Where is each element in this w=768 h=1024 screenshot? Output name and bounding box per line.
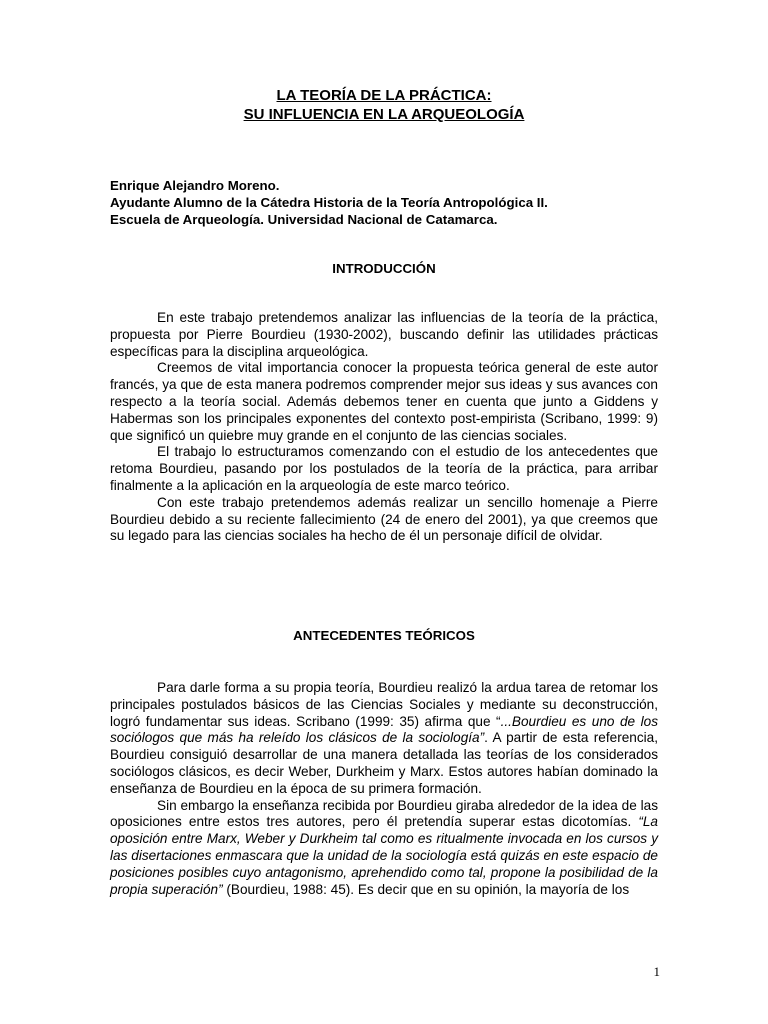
antecedentes-p1-text-b: . A partir de esta referencia, Bourdieu consiguió desarrollar de una manera detallada las teorías de los considerados sociólogos clásicos, es decir Weber, Durkheim y Marx. Estos autores habían dominado la enseñanza de Bourdieu en la época de su primera formación. — [110, 730, 658, 796]
bourdieu-quote: “La oposición entre Marx, Weber y Durkheim tal como es ritualmente invocada en los cursos y las disertaciones enmascara que la unidad de la sociología está quizás en este espacio de posiciones posibles cuyo antagonismo, aprehendido como tal, propone la posibilidad de la propia superación” — [110, 814, 658, 897]
antecedentes-p1-text-a: Para darle forma a su propia teoría, Bourdieu realizó la ardua tarea de retomar los principales postulados básicos de las Ciencias Sociales y mediante su deconstrucción, logró fundamentar sus ideas. Scribano (1999: 35) afirma que “ — [110, 680, 658, 729]
antecedentes-section — [110, 680, 658, 898]
author-institution: Escuela de Arqueología. Universidad Nacional de Catamarca. — [110, 212, 498, 227]
antecedentes-paragraph-2 — [110, 798, 658, 899]
document-title — [110, 86, 658, 124]
introduccion-section — [110, 310, 658, 545]
intro-paragraph-3: El trabajo lo estructuramos comenzando con el estudio de los antecedentes que retoma Bourdieu, pasando por los postulados de la teoría de la práctica, para arribar finalmente a la aplicación en la arqueología de este marco teórico. — [110, 444, 658, 493]
scribano-quote: ...Bourdieu es uno de los sociólogos que más ha releído los clásicos de la sociología” — [110, 713, 659, 746]
intro-paragraph-2: Creemos de vital importancia conocer la propuesta teórica general de este autor francés, ya que de esta manera podremos comprender mejor sus ideas y sus avances con respecto a la teoría social. Además debemos tener en cuenta que junto a Giddens y Habermas son los principales exponentes del contexto post-empirista (Scribano, 1999: 9) que significó un quiebre muy grande en el conjunto de las ciencias sociales. — [110, 360, 658, 443]
antecedentes-p2-text-a: Sin embargo la enseñanza recibida por Bourdieu giraba alrededor de la idea de las oposiciones entre estos tres autores, pero él pretendía superar estas dicotomías. — [110, 797, 658, 830]
title-line-1: LA TEORÍA DE LA PRÁCTICA: — [276, 87, 492, 104]
title-line-2: SU INFLUENCIA EN LA ARQUEOLOGÍA — [243, 106, 525, 123]
author-block — [110, 177, 670, 228]
page-number: 1 — [653, 964, 660, 979]
author-name: Enrique Alejandro Moreno. — [110, 178, 280, 193]
intro-paragraph-4: Con este trabajo pretendemos además realizar un sencillo homenaje a Pierre Bourdieu debido a su reciente fallecimiento (24 de enero del 2001), ya que creemos que su legado para las ciencias sociales ha hecho de él un personaje difícil de olvidar. — [110, 494, 658, 544]
antecedentes-heading: ANTECEDENTES TEÓRICOS — [293, 628, 475, 643]
antecedentes-p2-text-b: (Bourdieu, 1988: 45). Es decir que en su opinión, la mayoría de los — [222, 881, 630, 897]
antecedentes-paragraph-1 — [110, 680, 658, 798]
introduccion-heading: INTRODUCCIÓN — [332, 261, 436, 276]
author-position: Ayudante Alumno de la Cátedra Historia de la Teoría Antropológica II. — [110, 195, 548, 210]
intro-paragraph-1: En este trabajo pretendemos analizar las influencias de la teoría de la práctica, propuesta por Pierre Bourdieu (1930-2002), buscando definir las utilidades prácticas específicas para la disciplina arqueológica. — [110, 310, 658, 359]
